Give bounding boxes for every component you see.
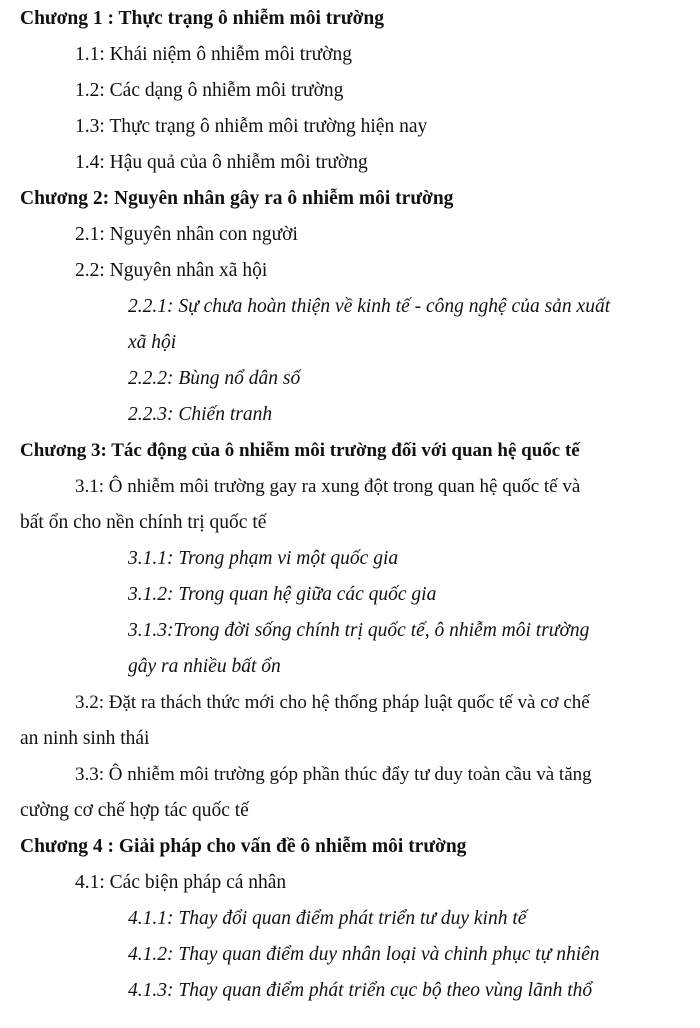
section-3-1-3-line2: gây ra nhiều bất ổn xyxy=(128,656,281,677)
section-1-2: 1.2: Các dạng ô nhiễm môi trường xyxy=(75,80,344,101)
chapter-4-title: Chương 4 : Giải pháp cho vấn đề ô nhiễm môi trường xyxy=(20,836,467,857)
section-2-2-2: 2.2.2: Bùng nổ dân số xyxy=(128,368,301,389)
section-3-1-line2: bất ổn cho nền chính trị quốc tế xyxy=(20,512,267,533)
section-3-1-line1: 3.1: Ô nhiễm môi trường gay ra xung đột trong quan hệ quốc tế và xyxy=(75,476,581,497)
section-3-1-1: 3.1.1: Trong phạm vi một quốc gia xyxy=(128,548,399,569)
section-3-1-3-line1: 3.1.3:Trong đời sống chính trị quốc tế, ô nhiễm môi trường xyxy=(128,620,590,641)
section-4-1: 4.1: Các biện pháp cá nhân xyxy=(75,872,287,893)
section-3-1-2: 3.1.2: Trong quan hệ giữa các quốc gia xyxy=(128,584,437,605)
section-2-1: 2.1: Nguyên nhân con người xyxy=(75,224,298,245)
chapter-1-title: Chương 1 : Thực trạng ô nhiễm môi trường xyxy=(20,8,385,29)
section-4-1-1: 4.1.1: Thay đổi quan điểm phát triển tư duy kinh tế xyxy=(128,908,527,929)
chapter-2-title: Chương 2: Nguyên nhân gây ra ô nhiễm môi trường xyxy=(20,188,454,209)
section-2-2: 2.2: Nguyên nhân xã hội xyxy=(75,260,268,281)
section-1-1: 1.1: Khái niệm ô nhiễm môi trường xyxy=(75,44,353,65)
section-3-2-line2: an ninh sinh thái xyxy=(20,728,150,749)
section-3-3-line2: cường cơ chế hợp tác quốc tế xyxy=(20,800,249,821)
section-4-1-3: 4.1.3: Thay quan điểm phát triển cục bộ theo vùng lãnh thổ xyxy=(128,980,593,1001)
section-2-2-1-line1: 2.2.1: Sự chưa hoàn thiện về kinh tế - công nghệ của sản xuất xyxy=(128,296,611,317)
section-2-2-3: 2.2.3: Chiến tranh xyxy=(128,404,273,425)
chapter-3-title: Chương 3: Tác động của ô nhiễm môi trường đối với quan hệ quốc tế xyxy=(20,440,580,461)
section-1-4: 1.4: Hậu quả của ô nhiễm môi trường xyxy=(75,152,368,173)
section-4-1-2: 4.1.2: Thay quan điểm duy nhân loại và chinh phục tự nhiên xyxy=(128,944,600,965)
section-3-3-line1: 3.3: Ô nhiễm môi trường góp phần thúc đẩy tư duy toàn cầu và tăng xyxy=(75,764,592,785)
section-3-2-line1: 3.2: Đặt ra thách thức mới cho hệ thống pháp luật quốc tế và cơ chế xyxy=(75,692,590,713)
section-1-3: 1.3: Thực trạng ô nhiễm môi trường hiện nay xyxy=(75,116,428,137)
section-2-2-1-line2: xã hội xyxy=(128,332,177,353)
